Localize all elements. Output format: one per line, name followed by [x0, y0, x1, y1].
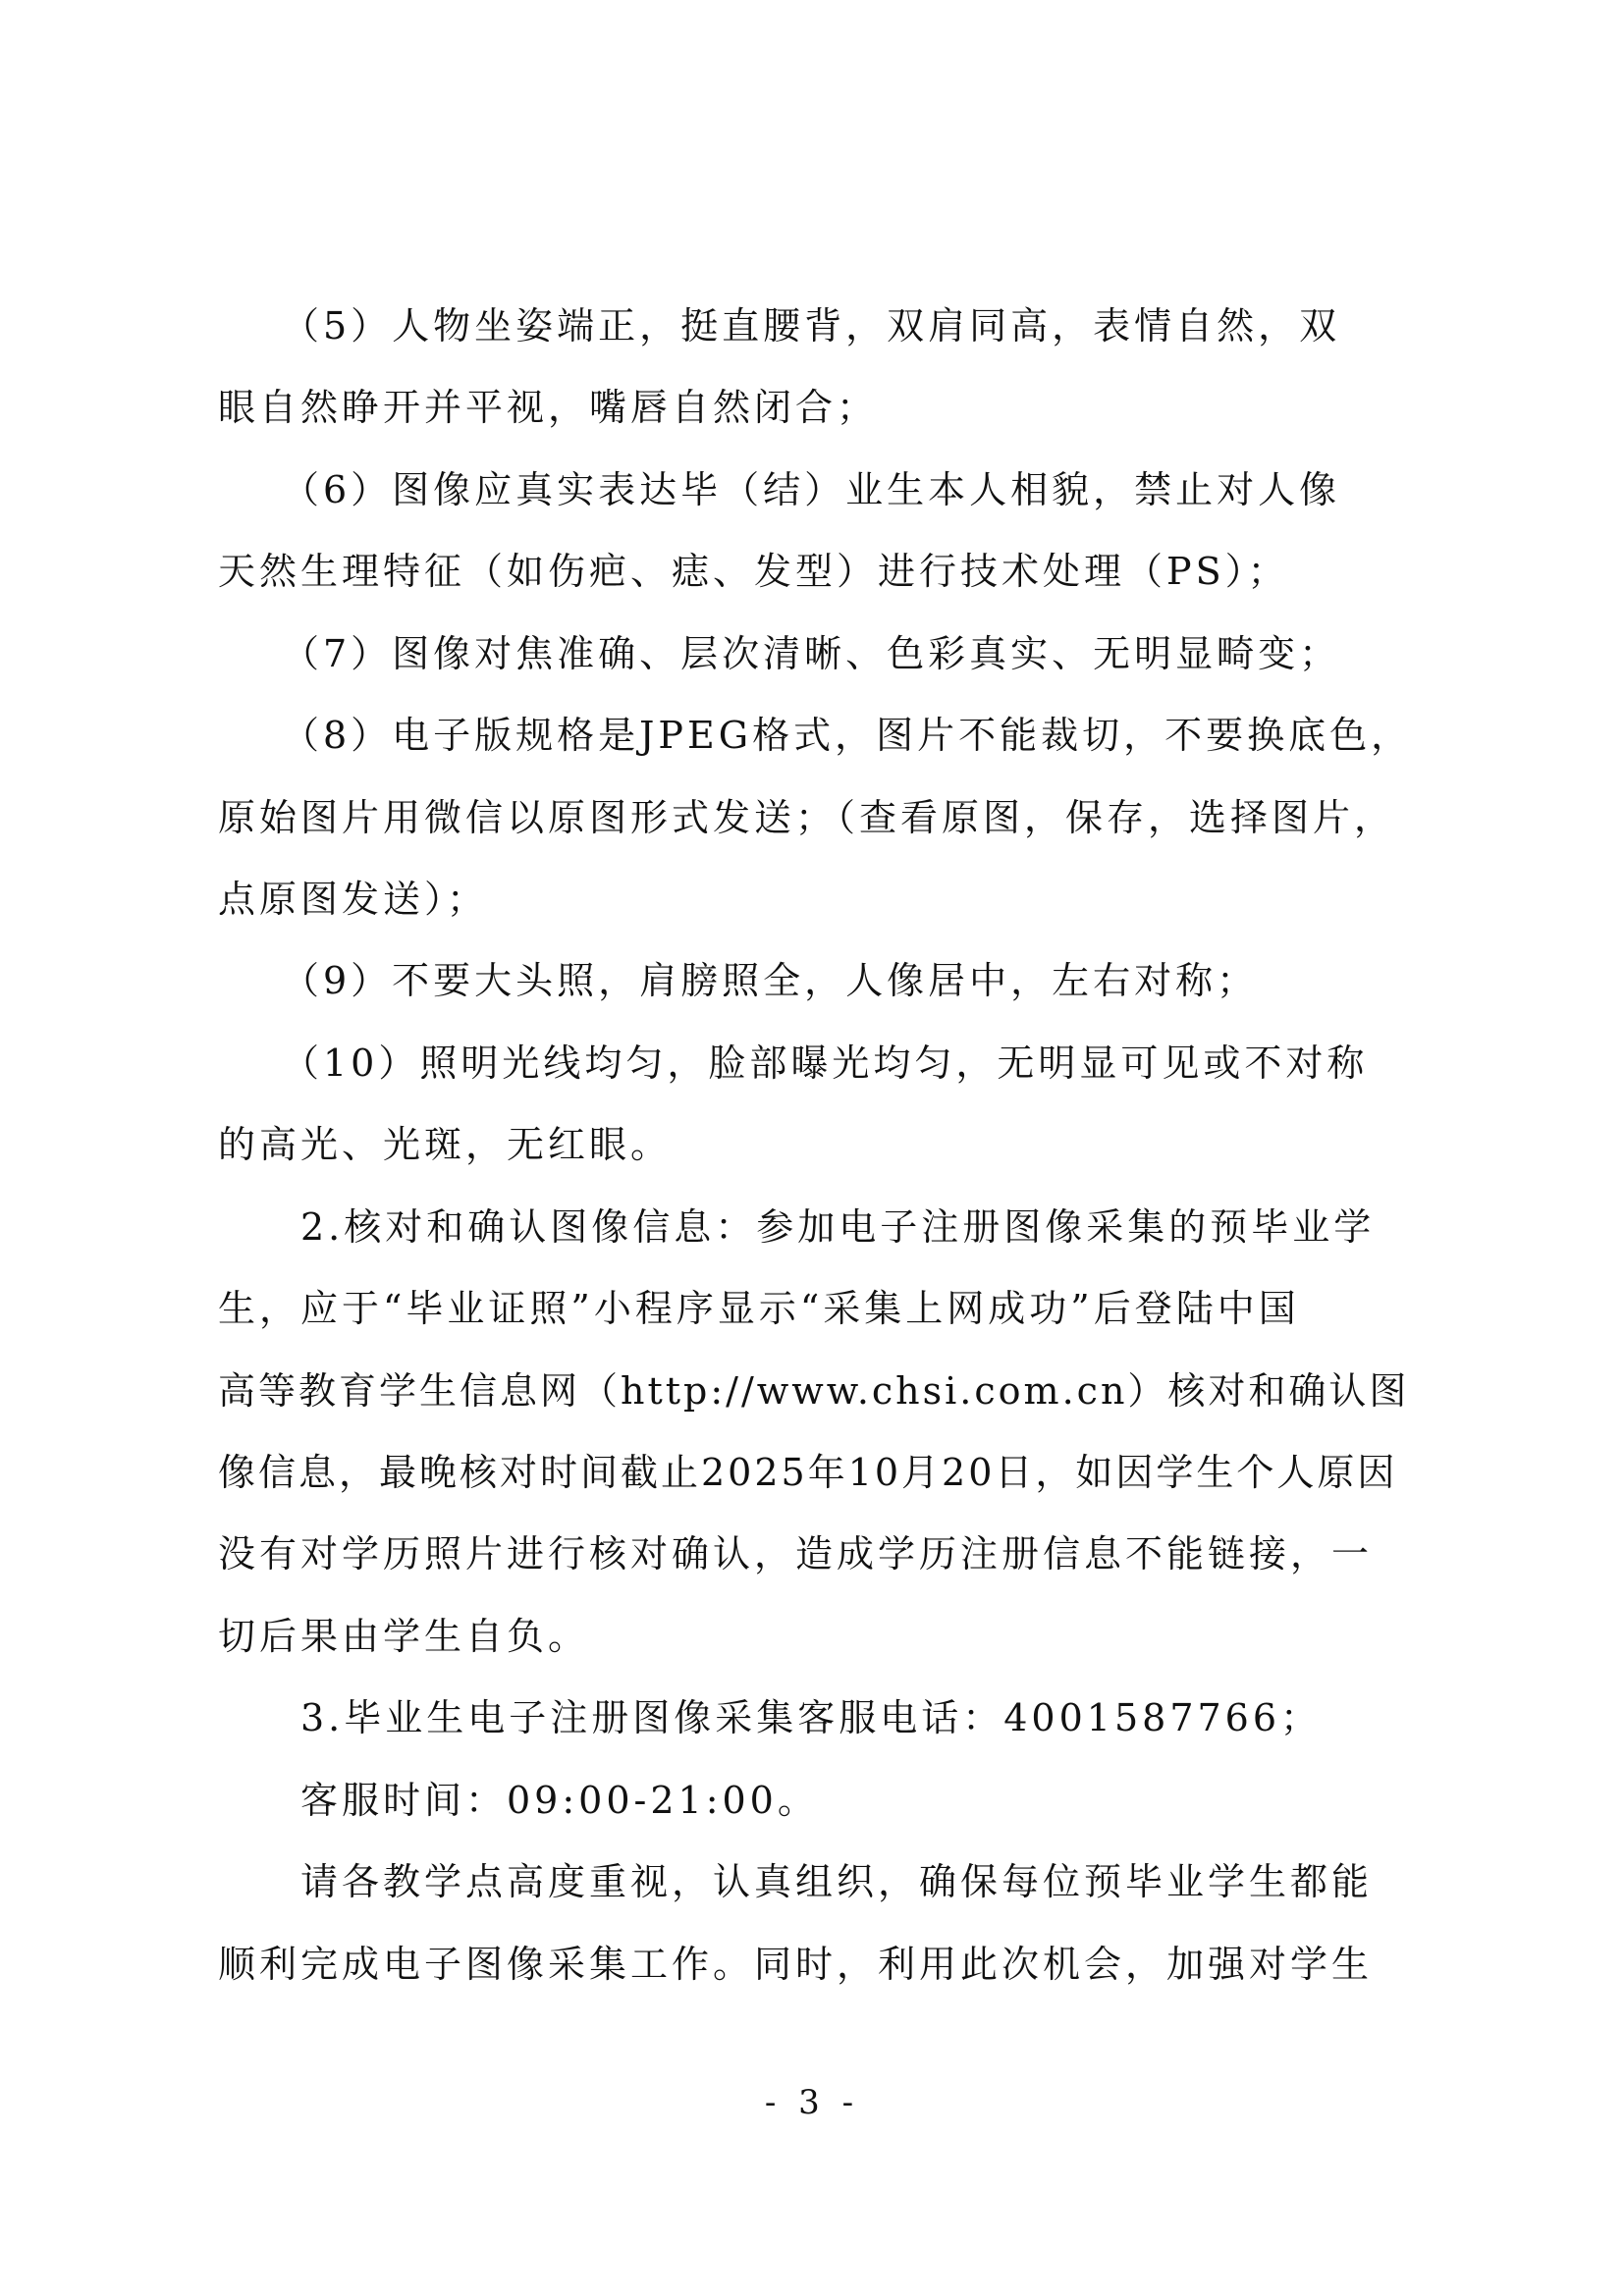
text-line: 高等教育学生信息网（http://www.chsi.com.cn）核对和确认图: [218, 1369, 1410, 1413]
text-line: 生，应于“毕业证照”小程序显示“采集上网成功”后登陆中国: [218, 1287, 1300, 1330]
text-line: 请各教学点高度重视，认真组织，确保每位预毕业学生都能: [218, 1860, 1374, 1903]
text-line: 的高光、光斑，无红眼。: [218, 1123, 673, 1166]
text-line: 3.毕业生电子注册图像采集客服电话：4001587766；: [218, 1696, 1323, 1739]
text-line: 2.核对和确认图像信息：参加电子注册图像采集的预毕业学: [218, 1205, 1376, 1249]
text-line: （8）电子版规格是JPEG格式，图片不能裁切，不要换底色，: [218, 714, 1413, 757]
text-line: （6）图像应真实表达毕（结）业生本人相貌，禁止对人像: [218, 468, 1341, 511]
text-line: 顺利完成电子图像采集工作。同时，利用此次机会，加强对学生: [218, 1943, 1374, 1986]
text-line: （10）照明光线均匀，脸部曝光均匀，无明显可见或不对称: [218, 1041, 1369, 1085]
text-line: 点原图发送）；: [218, 878, 489, 921]
text-line: 天然生理特征（如伤疤、痣、发型）进行技术处理（PS）；: [218, 550, 1289, 593]
text-line: （5）人物坐姿端正，挺直腰背，双肩同高，表情自然，双: [218, 304, 1341, 347]
text-line: 像信息，最晚核对时间截止2025年10月20日，如因学生个人原因: [218, 1451, 1398, 1494]
text-line: 眼自然睁开并平视，嘴唇自然闭合；: [218, 386, 879, 429]
text-line: 没有对学历照片进行核对确认，造成学历注册信息不能链接，一: [218, 1532, 1374, 1575]
page-number: - 3 -: [764, 2083, 860, 2122]
text-line: 客服时间：09:00-21:00。: [218, 1779, 819, 1822]
text-line: （9）不要大头照，肩膀照全，人像居中，左右对称；: [218, 959, 1259, 1002]
text-line: 原始图片用微信以原图形式发送；（查看原图，保存，选择图片，: [218, 796, 1396, 839]
text-line: 切后果由学生自负。: [218, 1615, 590, 1658]
text-line: （7）图像对焦准确、层次清晰、色彩真实、无明显畸变；: [218, 632, 1341, 675]
